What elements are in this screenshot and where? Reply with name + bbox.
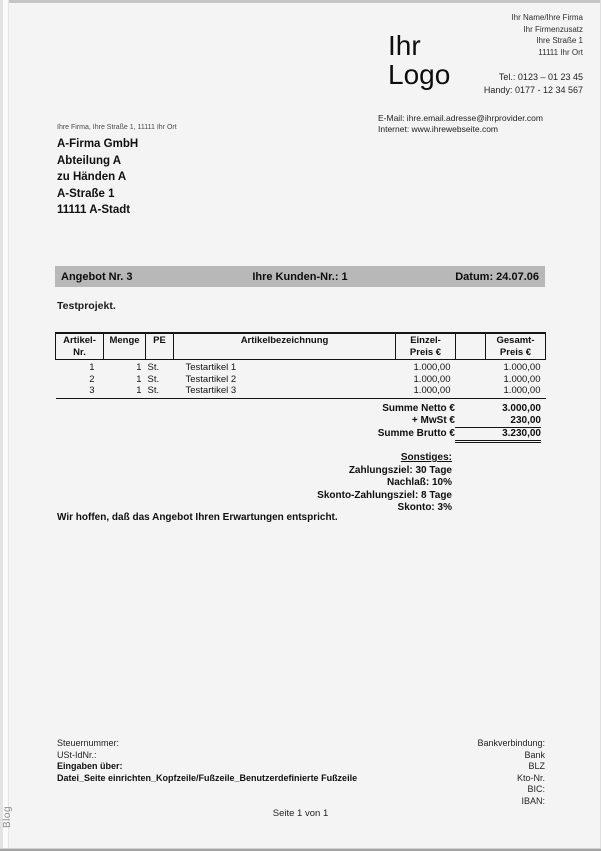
header-blank — [456, 333, 486, 360]
offer-number: Angebot Nr. 3 — [61, 270, 133, 283]
skonto-zahlungsziel-line: Skonto-Zahlungsziel: 8 Tage — [317, 489, 452, 501]
netto-label: Summe Netto € — [382, 403, 455, 414]
iban-label: IBAN: — [521, 795, 545, 806]
sender-phone-block — [484, 71, 583, 96]
item-row — [56, 385, 546, 398]
cell-blank — [456, 385, 486, 398]
brutto-row — [300, 428, 541, 443]
header-pe: PE — [146, 333, 174, 360]
website-line: Internet: www.ihrewebseite.com — [378, 124, 498, 134]
items-table-header-row — [56, 333, 546, 360]
bank-name-label: Bank — [524, 749, 545, 760]
account-number-label: Kto-Nr. — [516, 772, 545, 783]
netto-row — [300, 403, 541, 415]
page-number: Seite 1 von 1 — [272, 808, 329, 819]
netto-value: 3.000,00 — [502, 403, 541, 414]
inputs-via-label: Eingaben über: — [57, 761, 123, 771]
sender-online-block — [378, 113, 543, 135]
footer-path-line: Datei_Seite einrichten_Kopfzeile/Fußzeile_Benutzerdefinierte Fußzeile — [57, 772, 358, 783]
header-gesamtpreis: Gesamt- Preis € — [486, 333, 546, 360]
recipient-company: A-Firma GmbH — [57, 138, 139, 150]
sonstiges-block — [317, 452, 452, 515]
cell-menge: 1 — [136, 373, 142, 385]
cell-gesamtpreis: 1.000,00 — [503, 373, 541, 385]
recipient-street: A-Straße 1 — [57, 187, 115, 200]
email-line: E-Mail: ihre.email.adresse@ihrprovider.com — [378, 113, 543, 123]
return-address-line: Ihre Firma, Ihre Straße 1, 11111 Ihr Ort — [57, 124, 177, 131]
nachlass-line: Nachlaß: 10% — [386, 477, 452, 488]
mwst-value: 230,00 — [455, 415, 541, 428]
page-edge-left-line — [8, 0, 9, 851]
recipient-city: 11111 A-Stadt — [57, 204, 131, 216]
items-table — [55, 332, 546, 399]
closing-line: Wir hoffen, daß das Angebot Ihren Erwartungen entspricht. — [57, 512, 338, 523]
offer-date: Datum: 24.07.06 — [455, 270, 539, 283]
mwst-row — [300, 415, 541, 428]
customer-number: Ihre Kunden-Nr.: 1 — [252, 270, 348, 283]
vat-id-label: USt-IdNr.: — [57, 749, 97, 760]
mobile-line: Handy: 0177 - 12 34 567 — [483, 84, 583, 95]
cell-artikel-nr: 1 — [89, 362, 95, 373]
zahlungsziel-line: Zahlungsziel: 30 Tage — [348, 464, 452, 476]
phone-line: Tel.: 0123 – 01 23 45 — [498, 72, 583, 82]
cell-gesamtpreis: 1.000,00 — [503, 362, 541, 373]
totals-block — [300, 403, 541, 443]
company-name-line: Ihr Name/Ihre Firma — [511, 13, 583, 22]
cell-pe: St. — [146, 385, 174, 398]
blz-label: BLZ — [528, 761, 545, 771]
cell-einzelpreis: 1.000,00 — [413, 362, 451, 373]
offer-header-bar — [55, 266, 545, 287]
logo-line-2: Logo — [388, 59, 451, 90]
logo-line-1: Ihr — [388, 30, 421, 61]
brutto-label: Summe Brutto € — [377, 428, 455, 439]
item-row — [56, 360, 546, 374]
cell-artikel-nr: 3 — [56, 385, 104, 398]
brutto-value: 3.230,00 — [455, 428, 541, 443]
cell-einzelpreis: 1.000,00 — [413, 373, 451, 385]
company-suffix-line: Ihr Firmenzusatz — [523, 24, 583, 34]
recipient-department: Abteilung A — [57, 154, 122, 167]
bic-label: BIC: — [527, 784, 545, 794]
cell-bezeichnung: Testartikel 3 — [174, 385, 396, 398]
company-city-line: 11111 Ihr Ort — [538, 47, 583, 57]
skonto-line: Skonto: 3% — [397, 502, 452, 513]
footer-bank-block — [477, 738, 545, 807]
cell-blank — [456, 374, 486, 386]
footer-left-block — [57, 738, 357, 784]
recipient-address — [57, 136, 138, 219]
company-street-line: Ihre Straße 1 — [536, 36, 583, 45]
cell-gesamtpreis: 1.000,00 — [486, 385, 546, 398]
page-edge-top — [0, 0, 601, 3]
cell-bezeichnung: Testartikel 2 — [185, 373, 237, 385]
header-einzelpreis: Einzel- Preis € — [396, 333, 456, 360]
bank-details-title: Bankverbindung: — [477, 738, 545, 748]
header-artikel-nr: Artikel- Nr. — [56, 333, 104, 360]
item-row — [56, 374, 546, 386]
mwst-label: + MwSt € — [411, 415, 455, 426]
header-menge: Menge — [104, 333, 146, 360]
sonstiges-title: Sonstiges: — [400, 452, 452, 463]
cell-pe: St. — [147, 373, 160, 385]
cell-bezeichnung: Testartikel 1 — [185, 362, 237, 373]
cell-menge: 1 — [104, 385, 146, 398]
subject-line: Testprojekt. — [57, 300, 116, 312]
cell-menge: 1 — [136, 362, 142, 373]
company-logo-placeholder — [388, 31, 450, 89]
cell-blank — [456, 360, 486, 374]
recipient-attention: zu Händen A — [57, 171, 127, 183]
cell-einzelpreis: 1.000,00 — [396, 385, 456, 398]
tax-number-label: Steuernummer: — [57, 738, 120, 748]
watermark-blog: Blog — [2, 805, 13, 828]
sender-company-block — [511, 12, 583, 58]
header-artikelbezeichnung: Artikelbezeichnung — [174, 333, 396, 360]
cell-pe: St. — [147, 362, 160, 373]
cell-artikel-nr: 2 — [89, 373, 95, 385]
